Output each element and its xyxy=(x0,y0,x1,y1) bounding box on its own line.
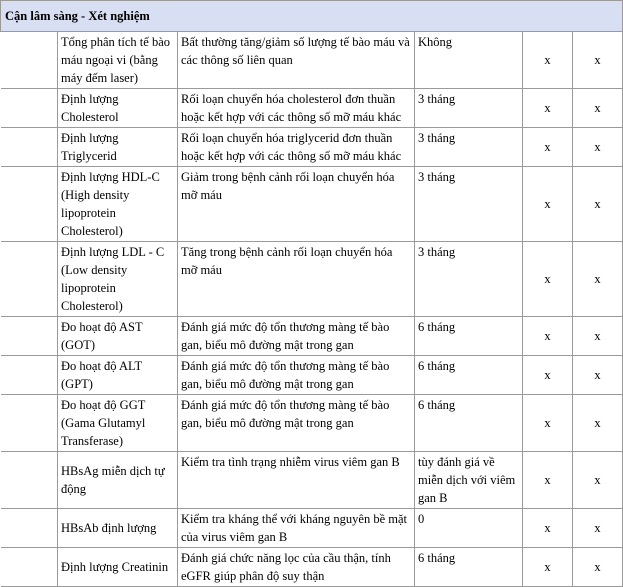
test-frequency: 6 tháng xyxy=(415,548,523,587)
blank-cell xyxy=(1,548,58,587)
test-purpose: Rối loạn chuyển hóa cholesterol đơn thuần hoặc kết hợp với các thông số mỡ máu khác xyxy=(178,89,415,128)
blank-cell xyxy=(1,452,58,509)
test-name: Đo hoạt độ AST (GOT) xyxy=(58,317,178,356)
mark-b: x xyxy=(573,509,623,548)
mark-a: x xyxy=(523,452,573,509)
mark-a: x xyxy=(523,242,573,317)
test-name: HBsAb định lượng xyxy=(58,509,178,548)
mark-a: x xyxy=(523,89,573,128)
test-frequency: Không xyxy=(415,32,523,89)
mark-b: x xyxy=(573,452,623,509)
section-title: Cận lâm sàng - Xét nghiệm xyxy=(1,1,623,32)
test-purpose: Đánh giá chức năng lọc của cầu thận, tính eGFR giúp phân độ suy thận xyxy=(178,548,415,587)
table-row xyxy=(1,242,623,317)
test-purpose: Kiểm tra kháng thể với kháng nguyên bề mặt của virus viêm gan B xyxy=(178,509,415,548)
test-frequency: 3 tháng xyxy=(415,89,523,128)
test-purpose: Kiểm tra tình trạng nhiễm virus viêm gan B xyxy=(178,452,415,509)
test-purpose: Bất thường tăng/giảm số lượng tế bào máu và các thông số liên quan xyxy=(178,32,415,89)
section-header-row xyxy=(1,1,623,32)
table-row xyxy=(1,317,623,356)
mark-a: x xyxy=(523,395,573,452)
test-name: Định lượng HDL-C (High density lipoprotein Cholesterol) xyxy=(58,167,178,242)
mark-a: x xyxy=(523,548,573,587)
test-frequency: 6 tháng xyxy=(415,356,523,395)
mark-b: x xyxy=(573,242,623,317)
mark-a: x xyxy=(523,32,573,89)
test-frequency: 0 xyxy=(415,509,523,548)
table-row xyxy=(1,509,623,548)
blank-cell xyxy=(1,356,58,395)
test-frequency: tùy đánh giá về miễn dịch với viêm gan B xyxy=(415,452,523,509)
mark-a: x xyxy=(523,317,573,356)
test-name: Tổng phân tích tế bào máu ngoại vi (bằng máy đếm laser) xyxy=(58,32,178,89)
table-row xyxy=(1,167,623,242)
mark-b: x xyxy=(573,128,623,167)
test-name: HBsAg miễn dịch tự động xyxy=(58,452,178,509)
blank-cell xyxy=(1,242,58,317)
table-row xyxy=(1,452,623,509)
mark-a: x xyxy=(523,356,573,395)
mark-a: x xyxy=(523,167,573,242)
test-name: Đo hoạt độ ALT (GPT) xyxy=(58,356,178,395)
test-purpose: Đánh giá mức độ tổn thương màng tế bào gan, biểu mô đường mật trong gan xyxy=(178,356,415,395)
mark-b: x xyxy=(573,548,623,587)
mark-b: x xyxy=(573,356,623,395)
test-name: Định lượng LDL - C (Low density lipoprotein Cholesterol) xyxy=(58,242,178,317)
mark-a: x xyxy=(523,509,573,548)
test-frequency: 3 tháng xyxy=(415,242,523,317)
table-row xyxy=(1,548,623,587)
test-name: Đo hoạt độ GGT (Gama Glutamyl Transferase) xyxy=(58,395,178,452)
mark-b: x xyxy=(573,89,623,128)
table-row xyxy=(1,32,623,89)
table-row xyxy=(1,128,623,167)
test-frequency: 6 tháng xyxy=(415,317,523,356)
blank-cell xyxy=(1,89,58,128)
test-name: Định lượng Cholesterol xyxy=(58,89,178,128)
table-row xyxy=(1,395,623,452)
test-purpose: Đánh giá mức độ tổn thương màng tế bào gan, biểu mô đường mật trong gan xyxy=(178,317,415,356)
blank-cell xyxy=(1,509,58,548)
blank-cell xyxy=(1,317,58,356)
test-frequency: 3 tháng xyxy=(415,167,523,242)
mark-a: x xyxy=(523,128,573,167)
test-purpose: Giảm trong bệnh cảnh rối loạn chuyển hóa mỡ máu xyxy=(178,167,415,242)
table-row xyxy=(1,356,623,395)
blank-cell xyxy=(1,32,58,89)
test-purpose: Rối loạn chuyển hóa triglycerid đơn thuần hoặc kết hợp với các thông số mỡ máu khác xyxy=(178,128,415,167)
test-frequency: 6 tháng xyxy=(415,395,523,452)
test-name: Định lượng Creatinin xyxy=(58,548,178,587)
blank-cell xyxy=(1,395,58,452)
blank-cell xyxy=(1,128,58,167)
mark-b: x xyxy=(573,317,623,356)
mark-b: x xyxy=(573,32,623,89)
table-row xyxy=(1,89,623,128)
blank-cell xyxy=(1,167,58,242)
test-purpose: Tăng trong bệnh cảnh rối loạn chuyển hóa mỡ máu xyxy=(178,242,415,317)
mark-b: x xyxy=(573,167,623,242)
test-name: Định lượng Triglycerid xyxy=(58,128,178,167)
test-frequency: 3 tháng xyxy=(415,128,523,167)
test-purpose: Đánh giá mức độ tổn thương màng tế bào gan, biểu mô đường mật trong gan xyxy=(178,395,415,452)
mark-b: x xyxy=(573,395,623,452)
